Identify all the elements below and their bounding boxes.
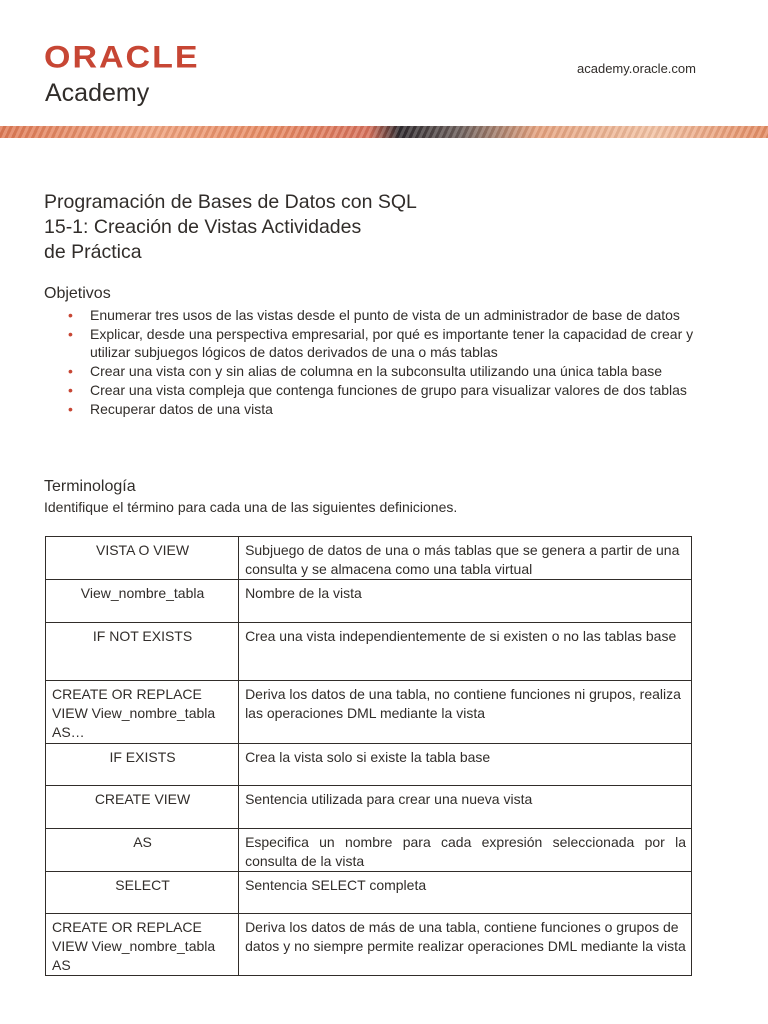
objective-item: • Explicar, desde una perspectiva empresarial, por qué es importante tener la capacidad de crear y utilizar subjuegos lógicos de datos derivados de una o más tablas	[68, 325, 708, 361]
definition-cell: Sentencia SELECT completa	[239, 872, 692, 914]
objective-item: • Crear una vista con y sin alias de columna en la subconsulta utilizando una única tabla base	[68, 362, 708, 380]
objective-item: • Enumerar tres usos de las vistas desde el punto de vista de un administrador de base de datos	[68, 306, 708, 324]
definition-cell: Subjuego de datos de una o más tablas que se genera a partir de una consulta y se almacena como una tabla virtual	[239, 537, 692, 580]
objectives-heading: Objetivos	[44, 285, 111, 302]
term-cell: IF NOT EXISTS	[46, 623, 239, 681]
table-row	[46, 681, 692, 744]
terminology-heading: Terminología	[44, 478, 136, 495]
objective-item: • Recuperar datos de una vista	[68, 400, 708, 418]
title-line: 15-1: Creación de Vistas Actividades	[44, 216, 362, 238]
term-cell: CREATE VIEW	[46, 786, 239, 829]
academy-wordmark: Academy	[45, 79, 150, 107]
oracle-wordmark: ORACLE	[44, 40, 200, 75]
term-cell: View_nombre_tabla	[46, 580, 239, 623]
definition-cell: Deriva los datos de más de una tabla, contiene funciones o grupos de datos y no siempre permite realizar operaciones DML mediante la vista	[239, 914, 692, 976]
definition-cell: Sentencia utilizada para crear una nueva vista	[239, 786, 692, 829]
table-row	[46, 744, 692, 786]
definition-cell: Crea una vista independientemente de si existen o no las tablas base	[239, 623, 692, 681]
definition-cell: Deriva los datos de una tabla, no contiene funciones ni grupos, realiza las operaciones DML mediante la vista	[239, 681, 692, 744]
definition-cell: Nombre de la vista	[239, 580, 692, 623]
objective-item: • Crear una vista compleja que contenga funciones de grupo para visualizar valores de dos tablas	[68, 381, 708, 399]
term-cell: SELECT	[46, 872, 239, 914]
title-line: de Práctica	[44, 241, 142, 263]
term-cell: IF EXISTS	[46, 744, 239, 786]
term-cell: CREATE OR REPLACE VIEW View_nombre_tabla AS…	[46, 681, 239, 744]
table-row	[46, 914, 692, 976]
term-cell: AS	[46, 829, 239, 872]
site-url-link[interactable]: academy.oracle.com	[577, 61, 696, 76]
table-row	[46, 829, 692, 872]
table-row	[46, 580, 692, 623]
table-row	[46, 872, 692, 914]
term-cell: CREATE OR REPLACE VIEW View_nombre_tabla AS	[46, 914, 239, 976]
definition-cell: Crea la vista solo si existe la tabla base	[239, 744, 692, 786]
terminology-table	[45, 536, 692, 976]
title-line: Programación de Bases de Datos con SQL	[44, 191, 417, 213]
objectives-list	[68, 306, 708, 419]
table-row	[46, 537, 692, 580]
terminology-intro: Identifique el término para cada una de las siguientes definiciones.	[44, 499, 458, 515]
definition-cell: Especifica un nombre para cada expresión seleccionada por la consulta de la vista	[239, 829, 692, 872]
table-row	[46, 623, 692, 681]
page-title	[44, 190, 464, 265]
term-cell: VISTA O VIEW	[46, 537, 239, 580]
table-row	[46, 786, 692, 829]
decorative-header-band	[0, 126, 768, 138]
